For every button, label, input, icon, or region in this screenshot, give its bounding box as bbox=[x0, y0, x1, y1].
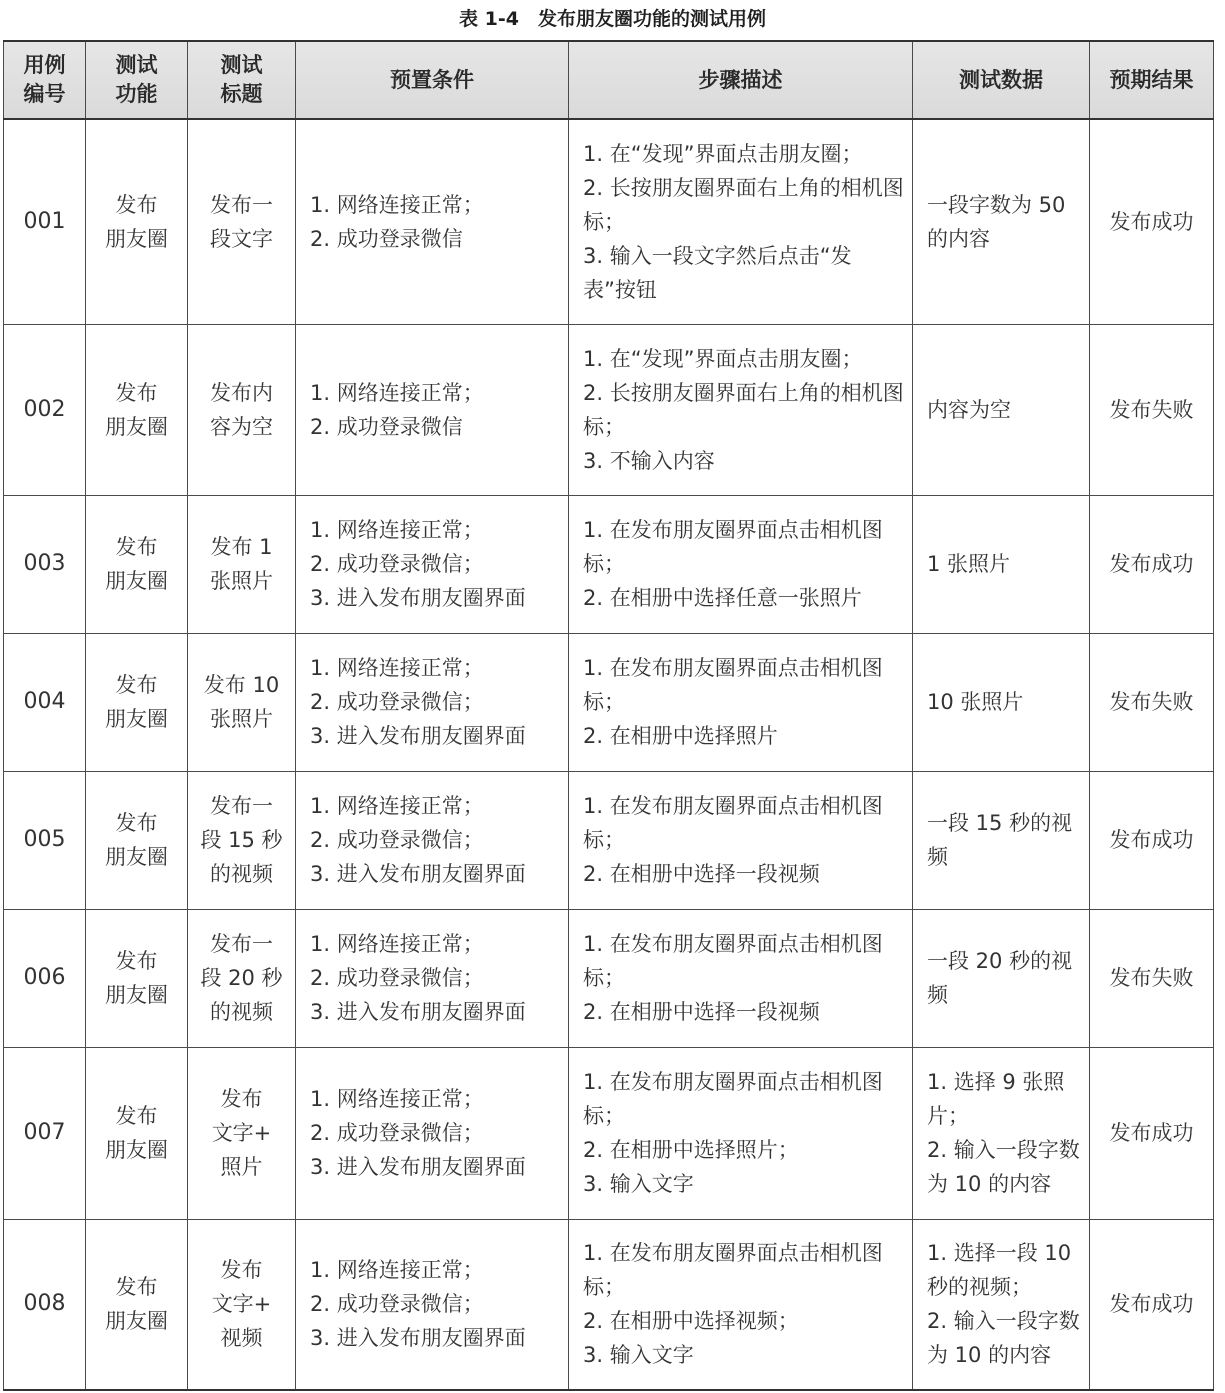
expected-result-cell: 发布成功 bbox=[1090, 1219, 1214, 1390]
preconditions-cell bbox=[296, 633, 569, 771]
table-row bbox=[4, 771, 1214, 909]
test-title-cell: 发布 文字+ 视频 bbox=[188, 1219, 296, 1390]
test-title-cell: 发布一 段文字 bbox=[188, 119, 296, 324]
case-id-cell: 002 bbox=[4, 324, 86, 495]
preconditions-cell bbox=[296, 1219, 569, 1390]
case-id-cell: 006 bbox=[4, 909, 86, 1047]
preconditions-cell-line: 2. 成功登录微信； bbox=[310, 1292, 484, 1317]
steps-cell-line: 1. 在发布朋友圈界面点击相机图标； bbox=[583, 1070, 883, 1128]
preconditions-cell bbox=[296, 771, 569, 909]
case-id-cell: 005 bbox=[4, 771, 86, 909]
test-data-cell-line: 1. 选择 9 张照片； bbox=[927, 1070, 1065, 1128]
test-data-cell bbox=[913, 1219, 1090, 1390]
steps-cell-line: 2. 在相册中选择照片 bbox=[583, 724, 778, 748]
test-data-cell bbox=[913, 1047, 1090, 1219]
expected-result-cell: 发布失败 bbox=[1090, 909, 1214, 1047]
steps-cell bbox=[569, 909, 913, 1047]
steps-cell bbox=[569, 495, 913, 633]
test-title-cell: 发布内 容为空 bbox=[188, 324, 296, 495]
test-title-cell: 发布 10 张照片 bbox=[188, 633, 296, 771]
preconditions-cell-line: 2. 成功登录微信 bbox=[310, 414, 463, 439]
test-function-cell: 发布 朋友圈 bbox=[86, 1219, 188, 1390]
header-steps: 步骤描述 bbox=[569, 41, 913, 119]
test-function-cell: 发布 朋友圈 bbox=[86, 119, 188, 324]
header-test-data: 测试数据 bbox=[913, 41, 1090, 119]
case-id-cell: 001 bbox=[4, 119, 86, 324]
test-data-cell: 一段 15 秒的视频 bbox=[913, 771, 1090, 909]
steps-cell-line: 1. 在“发现”界面点击朋友圈； bbox=[583, 346, 863, 371]
test-data-cell: 一段字数为 50 的内容 bbox=[913, 119, 1090, 324]
table-row bbox=[4, 1047, 1214, 1219]
preconditions-cell-line: 3. 进入发布朋友圈界面 bbox=[310, 724, 526, 748]
table-row bbox=[4, 633, 1214, 771]
expected-result-cell: 发布失败 bbox=[1090, 324, 1214, 495]
header-case-id: 用例 编号 bbox=[4, 41, 86, 119]
test-data-cell: 内容为空 bbox=[913, 324, 1090, 495]
steps-cell-line: 3. 输入文字 bbox=[583, 1172, 694, 1196]
test-title-cell: 发布一 段 15 秒 的视频 bbox=[188, 771, 296, 909]
test-function-cell: 发布 朋友圈 bbox=[86, 495, 188, 633]
steps-cell-line: 1. 在发布朋友圈界面点击相机图标； bbox=[583, 656, 883, 714]
steps-cell-line: 1. 在“发现”界面点击朋友圈； bbox=[583, 141, 863, 166]
steps-cell-line: 2. 长按朋友圈界面右上角的相机图标； bbox=[583, 175, 904, 234]
steps-cell bbox=[569, 324, 913, 495]
preconditions-cell-line: 3. 进入发布朋友圈界面 bbox=[310, 1155, 526, 1179]
steps-cell-line: 1. 在发布朋友圈界面点击相机图标； bbox=[583, 932, 883, 990]
header-row bbox=[4, 41, 1214, 119]
preconditions-cell-line: 1. 网络连接正常； bbox=[310, 1087, 484, 1111]
table-row bbox=[4, 119, 1214, 324]
preconditions-cell bbox=[296, 1047, 569, 1219]
case-id-cell: 007 bbox=[4, 1047, 86, 1219]
expected-result-cell: 发布成功 bbox=[1090, 1047, 1214, 1219]
preconditions-cell-line: 2. 成功登录微信； bbox=[310, 552, 484, 576]
preconditions-cell bbox=[296, 119, 569, 324]
steps-cell-line: 2. 长按朋友圈界面右上角的相机图标； bbox=[583, 380, 904, 439]
steps-cell-line: 2. 在相册中选择视频； bbox=[583, 1309, 799, 1334]
test-function-cell: 发布 朋友圈 bbox=[86, 633, 188, 771]
steps-cell-line: 3. 输入文字 bbox=[583, 1343, 694, 1368]
test-function-cell: 发布 朋友圈 bbox=[86, 324, 188, 495]
preconditions-cell-line: 1. 网络连接正常； bbox=[310, 1258, 484, 1283]
header-test-title: 测试 标题 bbox=[188, 41, 296, 119]
case-id-cell: 003 bbox=[4, 495, 86, 633]
preconditions-cell-line: 1. 网络连接正常； bbox=[310, 656, 484, 680]
test-function-cell: 发布 朋友圈 bbox=[86, 909, 188, 1047]
expected-result-cell: 发布失败 bbox=[1090, 633, 1214, 771]
case-id-cell: 008 bbox=[4, 1219, 86, 1390]
table-caption: 表 1-4 发布朋友圈功能的测试用例 bbox=[459, 8, 766, 30]
test-title-cell: 发布 文字+ 照片 bbox=[188, 1047, 296, 1219]
test-title-cell: 发布一 段 20 秒 的视频 bbox=[188, 909, 296, 1047]
preconditions-cell-line: 2. 成功登录微信； bbox=[310, 966, 484, 990]
steps-cell-line: 3. 输入一段文字然后点击“发表”按钮 bbox=[583, 243, 852, 302]
preconditions-cell-line: 3. 进入发布朋友圈界面 bbox=[310, 1000, 526, 1024]
table-row bbox=[4, 909, 1214, 1047]
steps-cell-line: 1. 在发布朋友圈界面点击相机图标； bbox=[583, 518, 883, 576]
steps-cell bbox=[569, 1219, 913, 1390]
expected-result-cell: 发布成功 bbox=[1090, 495, 1214, 633]
preconditions-cell bbox=[296, 324, 569, 495]
steps-cell-line: 2. 在相册中选择一段视频 bbox=[583, 862, 820, 886]
header-preconditions: 预置条件 bbox=[296, 41, 569, 119]
test-data-cell: 一段 20 秒的视频 bbox=[913, 909, 1090, 1047]
test-data-cell: 1 张照片 bbox=[913, 495, 1090, 633]
test-function-cell: 发布 朋友圈 bbox=[86, 1047, 188, 1219]
expected-result-cell: 发布成功 bbox=[1090, 771, 1214, 909]
table-row bbox=[4, 495, 1214, 633]
preconditions-cell-line: 1. 网络连接正常； bbox=[310, 794, 484, 818]
test-data-cell-line: 2. 输入一段字数为 10 的内容 bbox=[927, 1309, 1080, 1368]
steps-cell-line: 2. 在相册中选择一段视频 bbox=[583, 1000, 820, 1024]
steps-cell-line: 1. 在发布朋友圈界面点击相机图标； bbox=[583, 1241, 883, 1300]
steps-cell-line: 3. 不输入内容 bbox=[583, 448, 715, 473]
preconditions-cell-line: 3. 进入发布朋友圈界面 bbox=[310, 586, 526, 610]
test-data-cell: 10 张照片 bbox=[913, 633, 1090, 771]
preconditions-cell-line: 1. 网络连接正常； bbox=[310, 380, 484, 405]
preconditions-cell-line: 2. 成功登录微信； bbox=[310, 690, 484, 714]
header-expected-result: 预期结果 bbox=[1090, 41, 1214, 119]
preconditions-cell-line: 3. 进入发布朋友圈界面 bbox=[310, 862, 526, 886]
test-function-cell: 发布 朋友圈 bbox=[86, 771, 188, 909]
preconditions-cell-line: 1. 网络连接正常； bbox=[310, 192, 484, 217]
test-data-cell-line: 1. 选择一段 10 秒的视频； bbox=[927, 1241, 1072, 1300]
preconditions-cell-line: 3. 进入发布朋友圈界面 bbox=[310, 1326, 526, 1351]
test-data-cell-line: 2. 输入一段字数为 10 的内容 bbox=[927, 1138, 1080, 1196]
steps-cell bbox=[569, 633, 913, 771]
preconditions-cell bbox=[296, 495, 569, 633]
case-id-cell: 004 bbox=[4, 633, 86, 771]
table-row bbox=[4, 1219, 1214, 1390]
steps-cell bbox=[569, 1047, 913, 1219]
steps-cell-line: 1. 在发布朋友圈界面点击相机图标； bbox=[583, 794, 883, 852]
header-test-function: 测试 功能 bbox=[86, 41, 188, 119]
steps-cell-line: 2. 在相册中选择任意一张照片 bbox=[583, 586, 862, 610]
preconditions-cell-line: 1. 网络连接正常； bbox=[310, 518, 484, 542]
preconditions-cell bbox=[296, 909, 569, 1047]
expected-result-cell: 发布成功 bbox=[1090, 119, 1214, 324]
preconditions-cell-line: 2. 成功登录微信； bbox=[310, 828, 484, 852]
steps-cell bbox=[569, 119, 913, 324]
test-title-cell: 发布 1 张照片 bbox=[188, 495, 296, 633]
preconditions-cell-line: 1. 网络连接正常； bbox=[310, 932, 484, 956]
test-case-table bbox=[3, 40, 1214, 1391]
table-row bbox=[4, 324, 1214, 495]
preconditions-cell-line: 2. 成功登录微信 bbox=[310, 226, 463, 251]
preconditions-cell-line: 2. 成功登录微信； bbox=[310, 1121, 484, 1145]
steps-cell bbox=[569, 771, 913, 909]
steps-cell-line: 2. 在相册中选择照片； bbox=[583, 1138, 799, 1162]
